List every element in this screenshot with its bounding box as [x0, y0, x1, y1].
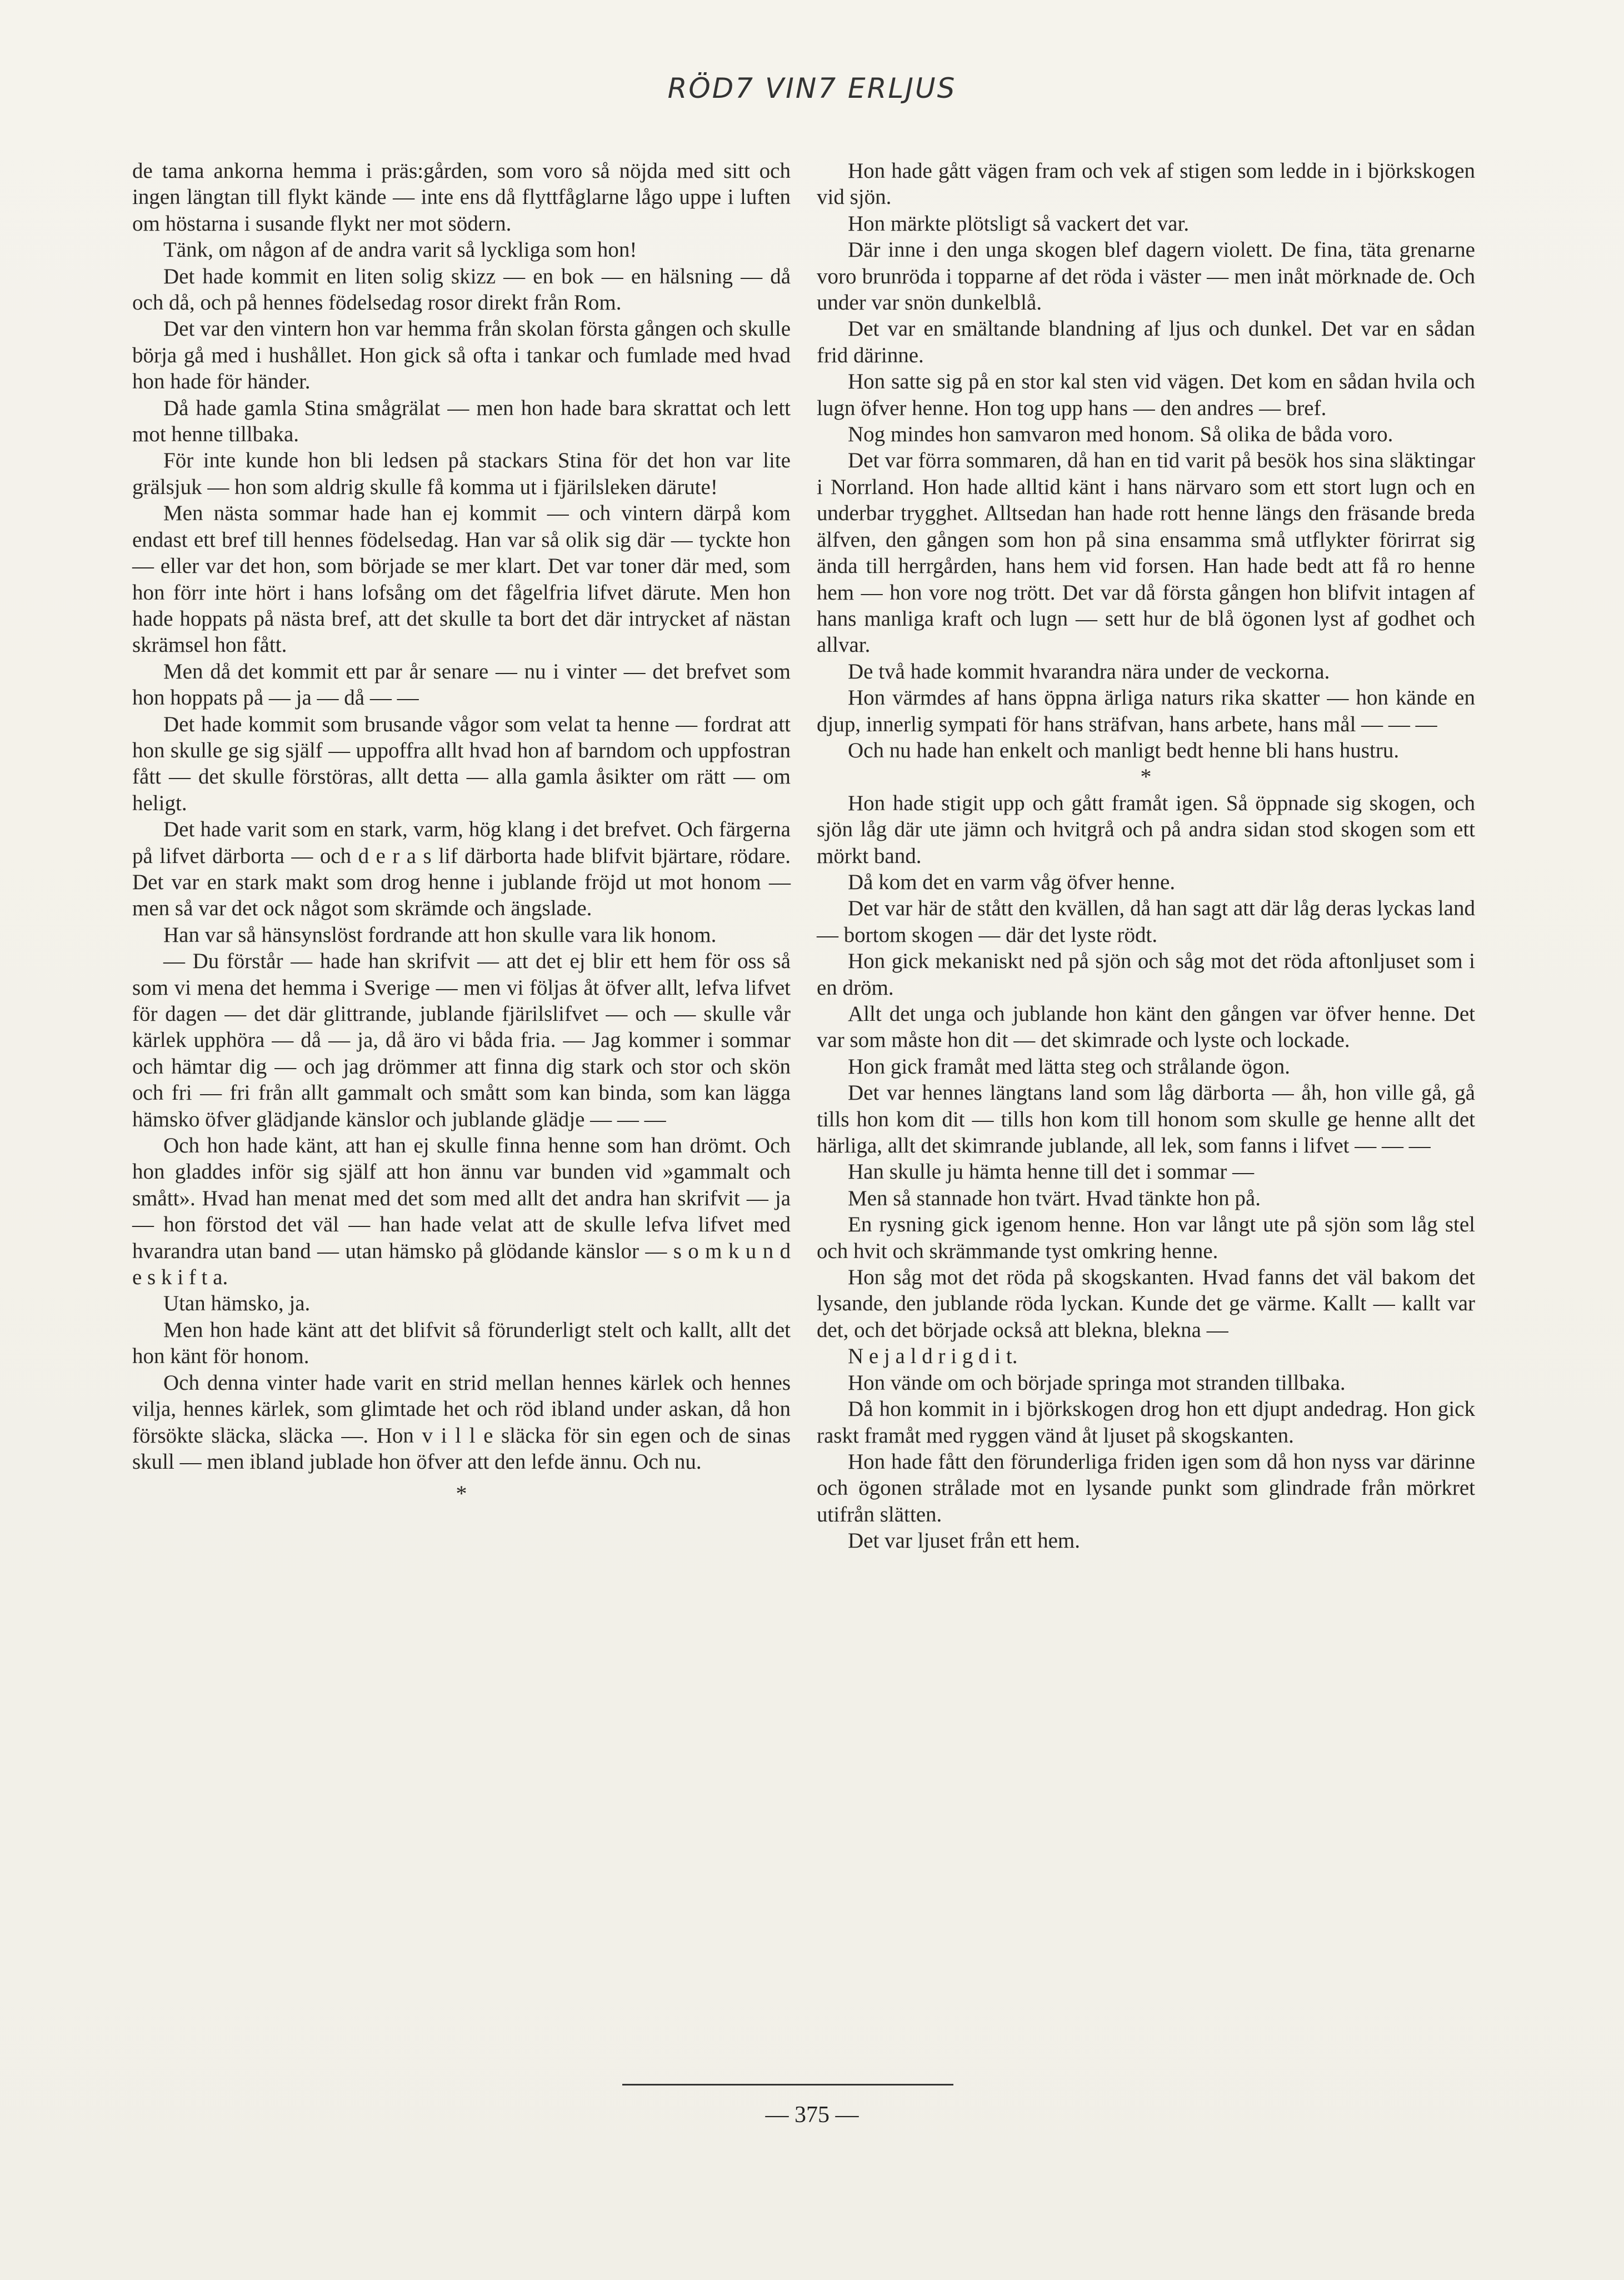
paragraph: Hon hade gått vägen fram och vek af stigen som ledde in i björkskogen vid sjön. — [817, 159, 1475, 209]
paragraph: Nog mindes hon samvaron med honom. Så olika de båda voro. — [848, 422, 1393, 447]
paragraph: Men nästa sommar hade han ej kommit — och vintern därpå kom endast ett bref till hennes födelsedag. Han var så olik sig där — tyckte hon — eller var det hon, som började se mer klart. Det var toner där med, som hon förr inte hört i hans lofsång om det fågelfria lifvet därute. Men hon hade hoppats på nästa bref, att det skulle ta bort det där intrycket af nästan skrämsel hon fått. — [132, 501, 791, 657]
paragraph: Hon värmdes af hans öppna ärliga naturs rika skatter — hon kände en djup, innerlig sympati för hans sträfvan, hans arbete, hans mål — — — — [817, 686, 1475, 736]
right-paragraphs-part-2 — [817, 790, 1475, 1554]
paragraph: Det var förra sommaren, då han en tid varit på besök hos sina släktingar i Norrland. Hon hade alltid känt i hans närvaro som ett stort lugn och en underbar trygghet. Alltsedan han hade rott henne längs den fräsande breda älfven, den gången som hon på sina ensamma små utflykter förirrat sig ända till herrgården, hans hem vid forsen. Han hade bedt att få ro henne hem — hon vore nog trött. Det var då första gången hon blifvit intagen af hans manliga kraft och lugn — sett hur de blå ögonen lyst af godhet och allvar. — [817, 448, 1475, 657]
paragraph: Hon satte sig på en stor kal sten vid vägen. Det kom en sådan hvila och lugn öfver henne. Hon tog upp hans — den andres — bref. — [817, 370, 1475, 420]
paragraph: Då hade gamla Stina smågrälat — men hon hade bara skrattat och lett mot henne tillbaka. — [132, 396, 791, 447]
footer-rule — [622, 2084, 953, 2086]
paragraph: Och hon hade känt, att han ej skulle finna henne som han drömt. Och hon gladdes inför sig själf att hon ännu var bunden vid »gammalt och smått». Hvad han menat med det som med allt det andra han skrifvit — ja — hon förstod det väl — han hade velat att de skulle lefva lifvet med hvarandra utan band — utan hämsko på glödande känslor — s o m k u n d e s k i f t a. — [132, 1134, 791, 1290]
paragraph: Han skulle ju hämta henne till det i sommar — — [848, 1160, 1255, 1184]
section-break-star: * — [1140, 764, 1152, 790]
paragraph: Allt det unga och jublande hon känt den gången var öfver henne. Det var som måste hon dit — det skimrade och lyste och lockade. — [817, 1002, 1475, 1052]
paragraph: Men hon hade känt att det blifvit så förunderligt stelt och kallt, allt det hon känt för honom. — [132, 1318, 791, 1369]
paragraph: Det hade kommit en liten solig skizz — en bok — en hälsning — då och då, och på hennes födelsedag rosor direkt från Rom. — [132, 264, 791, 315]
left-paragraphs — [132, 158, 791, 1475]
paragraph: Det hade varit som en stark, varm, hög klang i det brefvet. Och färgerna på lifvet därborta — och d e r a s lif därborta hade blifvit bjärtare, rödare. Det var en stark makt som drog henne i jublande fröjd ut mot honom — men så var det ock något som skrämde och ängslade. — [132, 817, 791, 921]
paragraph: Hon gick mekaniskt ned på sjön och såg mot det röda aftonljuset som i en dröm. — [817, 949, 1475, 1000]
paragraph: N e j a l d r i g d i t. — [848, 1344, 1018, 1369]
paragraph: Och nu hade han enkelt och manligt bedt henne bli hans hustru. — [848, 738, 1400, 762]
paragraph: Det var den vintern hon var hemma från skolan första gången och skulle börja gå med i hushållet. Hon gick så ofta i tankar och fumlade med hvad hon hade för händer. — [132, 317, 791, 394]
running-header: RÖD7 VIN7 ERLJUS — [667, 72, 957, 104]
paragraph: Då kom det en varm våg öfver henne. — [848, 870, 1176, 894]
paragraph: Då hon kommit in i björkskogen drog hon ett djupt andedrag. Hon gick raskt framåt med ryggen vänd åt ljuset på skogskanten. — [817, 1397, 1475, 1448]
right-column — [817, 158, 1475, 1554]
paragraph: Det var en smältande blandning af ljus och dunkel. Det var en sådan frid därinne. — [817, 317, 1475, 367]
paragraph: En rysning gick igenom henne. Hon var långt ute på sjön som låg stel och hvit och skrämmande tyst omkring henne. — [817, 1213, 1475, 1263]
paragraph: Men då det kommit ett par år senare — nu i vinter — det brefvet som hon hoppats på — ja — då — — — [132, 659, 791, 710]
paragraph: Där inne i den unga skogen blef dagern violett. De fina, täta grenarne voro brunröda i topparne af det röda i väster — men inåt mörknade de. Och under var snön dunkelblå. — [817, 238, 1475, 315]
paragraph: Och denna vinter hade varit en strid mellan hennes kärlek och hennes vilja, hennes kärlek, som glimtade het och röd ibland under askan, då hon försökte släcka, släcka —. Hon v i l l e släcka för sin egen och de sinas skull — men ibland jublade hon öfver att den lefde ännu. Och nu. — [132, 1370, 791, 1474]
paragraph: — Du förstår — hade han skrifvit — att det ej blir ett hem för oss så som vi mena det hemma i Sverige — men vi följas åt öfver allt, lefva lifvet för dagen — det där glittrande, jublande fjärilslifvet — och — skulle vår kärlek upphöra — då — ja, då äro vi båda fria. — Jag kommer i sommar och hämtar dig — och jag drömmer att finna dig stark och stor och skön och fri — fri från allt gammalt och smått som kan binda, som kan lägga hämsko öfver glädjande känslor och jublande glädje — — — — [132, 949, 791, 1131]
paragraph: Hon vände om och började springa mot stranden tillbaka. — [848, 1370, 1346, 1395]
paragraph: Det var hennes längtans land som låg därborta — åh, hon ville gå, gå tills hon kom dit — tills hon kom till honom som skulle ge henne allt det härliga, allt det skimrande jublande, all lek, som fanns i lifvet — — — — [817, 1081, 1475, 1158]
paragraph: De två hade kommit hvarandra nära under de veckorna. — [848, 659, 1330, 683]
paragraph: Hon hade fått den förunderliga friden igen som då hon nyss var därinne och ögonen strålade mot en lysande punkt som glindrade från mörkret utifrån slätten. — [817, 1449, 1475, 1526]
paragraph: Det hade kommit som brusande vågor som velat ta henne — fordrat att hon skulle ge sig själf — uppoffra allt hvad hon af barndom och uppfostran fått — det skulle förstöras, allt detta — alla gamla åsikter om rätt — om heligt. — [132, 712, 791, 815]
paragraph: Han var så hänsynslöst fordrande att hon skulle vara lik honom. — [163, 922, 717, 947]
paragraph: Det var ljuset från ett hem. — [848, 1529, 1081, 1553]
paragraph: Tänk, om någon af de andra varit så lyckliga som hon! — [163, 238, 637, 262]
page-number: — 375 — — [765, 2102, 859, 2128]
section-break-star: * — [456, 1481, 467, 1506]
paragraph: Hon hade stigit upp och gått framåt igen. Så öppnade sig skogen, och sjön låg där ute jämn och hvitgrå och på andra sidan stod skogen som ett mörkt band. — [817, 791, 1475, 868]
paragraph: För inte kunde hon bli ledsen på stackars Stina för det hon var lite grälsjuk — hon som aldrig skulle få komma ut i fjärilsleken därute! — [132, 448, 791, 499]
paragraph: Hon såg mot det röda på skogskanten. Hvad fanns det väl bakom det lysande, den jublande röda lyckan. Kunde det ge värme. Kallt — kallt var det, och det började också att blekna, blekna — — [817, 1265, 1475, 1342]
left-column — [132, 158, 791, 1507]
paragraph: Hon gick framåt med lätta steg och strålande ögon. — [848, 1054, 1290, 1079]
right-paragraphs-part-1 — [817, 158, 1475, 764]
paragraph: Det var här de stått den kvällen, då han sagt att där låg deras lyckas land — bortom skogen — där det lyste rödt. — [817, 896, 1475, 947]
paragraph: Utan hämsko, ja. — [163, 1291, 311, 1316]
paragraph: Hon märkte plötsligt så vackert det var. — [848, 211, 1190, 236]
paragraph: de tama ankorna hemma i präs:gården, som voro så nöjda med sitt och ingen längtan till flykt kände — inte ens då flyttfåglarne lågo uppe i luften om höstarna i susande flykt ner mot södern. — [132, 159, 791, 236]
paragraph: Men så stannade hon tvärt. Hvad tänkte hon på. — [848, 1186, 1261, 1210]
